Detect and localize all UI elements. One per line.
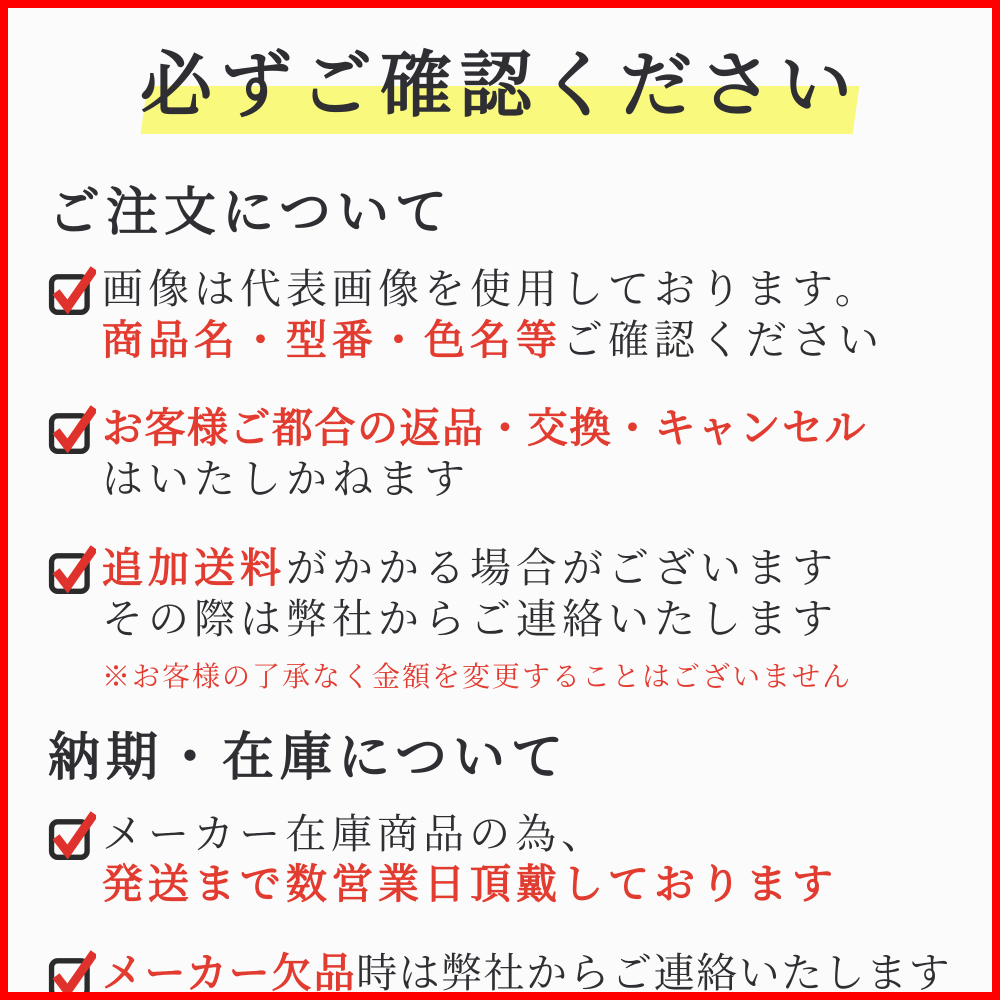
notice-line xyxy=(102,264,952,315)
notice-text-segment: がかかる場合がございます xyxy=(286,545,838,592)
notice-line xyxy=(102,403,952,454)
sections-container xyxy=(48,184,952,1000)
notice-item xyxy=(48,403,952,505)
notice-line xyxy=(102,543,952,594)
notice-text-segment: 商品名・型番・色名等 xyxy=(102,316,562,363)
notice-item-text xyxy=(102,264,952,366)
notice-item xyxy=(48,948,952,1000)
page-title: 必ずご確認ください xyxy=(139,46,860,126)
notice-item xyxy=(48,809,952,911)
notice-text-segment: 発送まで数営業日頂戴しております xyxy=(102,861,838,908)
notice-line xyxy=(102,859,952,910)
notice-item xyxy=(48,543,952,695)
notice-text-segment: ご確認ください xyxy=(562,316,884,363)
notice-text-segment: メーカー在庫商品の為、 xyxy=(102,810,608,857)
notice-text-segment: はいたしかねます xyxy=(102,456,470,503)
notice-text-segment: メーカー欠品 xyxy=(102,950,357,997)
title-block xyxy=(48,8,952,144)
notice-line xyxy=(102,315,952,366)
checked-checkbox-icon xyxy=(48,403,96,457)
notice-item xyxy=(48,264,952,366)
notice-line xyxy=(102,454,952,505)
notice-line xyxy=(102,948,952,999)
notice-footnote: ※お客様の了承なく金額を変更することはございません xyxy=(102,661,853,693)
notice-text-segment: お客様ご都合の返品・交換・キャンセル xyxy=(102,405,867,452)
notice-line xyxy=(102,809,952,860)
checked-checkbox-icon xyxy=(48,809,96,863)
notice-item-text xyxy=(102,948,952,999)
section xyxy=(48,729,952,1000)
notice-text-segment: その際は弊社からご連絡いたします xyxy=(102,595,838,642)
notice-item-text xyxy=(102,809,952,911)
section-heading: ご注文について xyxy=(48,185,453,242)
checked-checkbox-icon xyxy=(48,264,96,318)
notice-text-segment: 画像は代表画像を使用しております。 xyxy=(102,265,881,312)
checked-checkbox-icon xyxy=(48,948,96,1000)
notice-text-segment: 時は弊社からご連絡いたします xyxy=(356,950,952,997)
checked-checkbox-icon xyxy=(48,543,96,597)
notice-item-text xyxy=(102,543,952,695)
section xyxy=(48,184,952,695)
notice-text-segment: 追加送料 xyxy=(102,545,286,592)
notice-line xyxy=(102,594,952,645)
section-heading: 納期・在庫について xyxy=(48,729,569,787)
notice-item-text xyxy=(102,403,952,505)
